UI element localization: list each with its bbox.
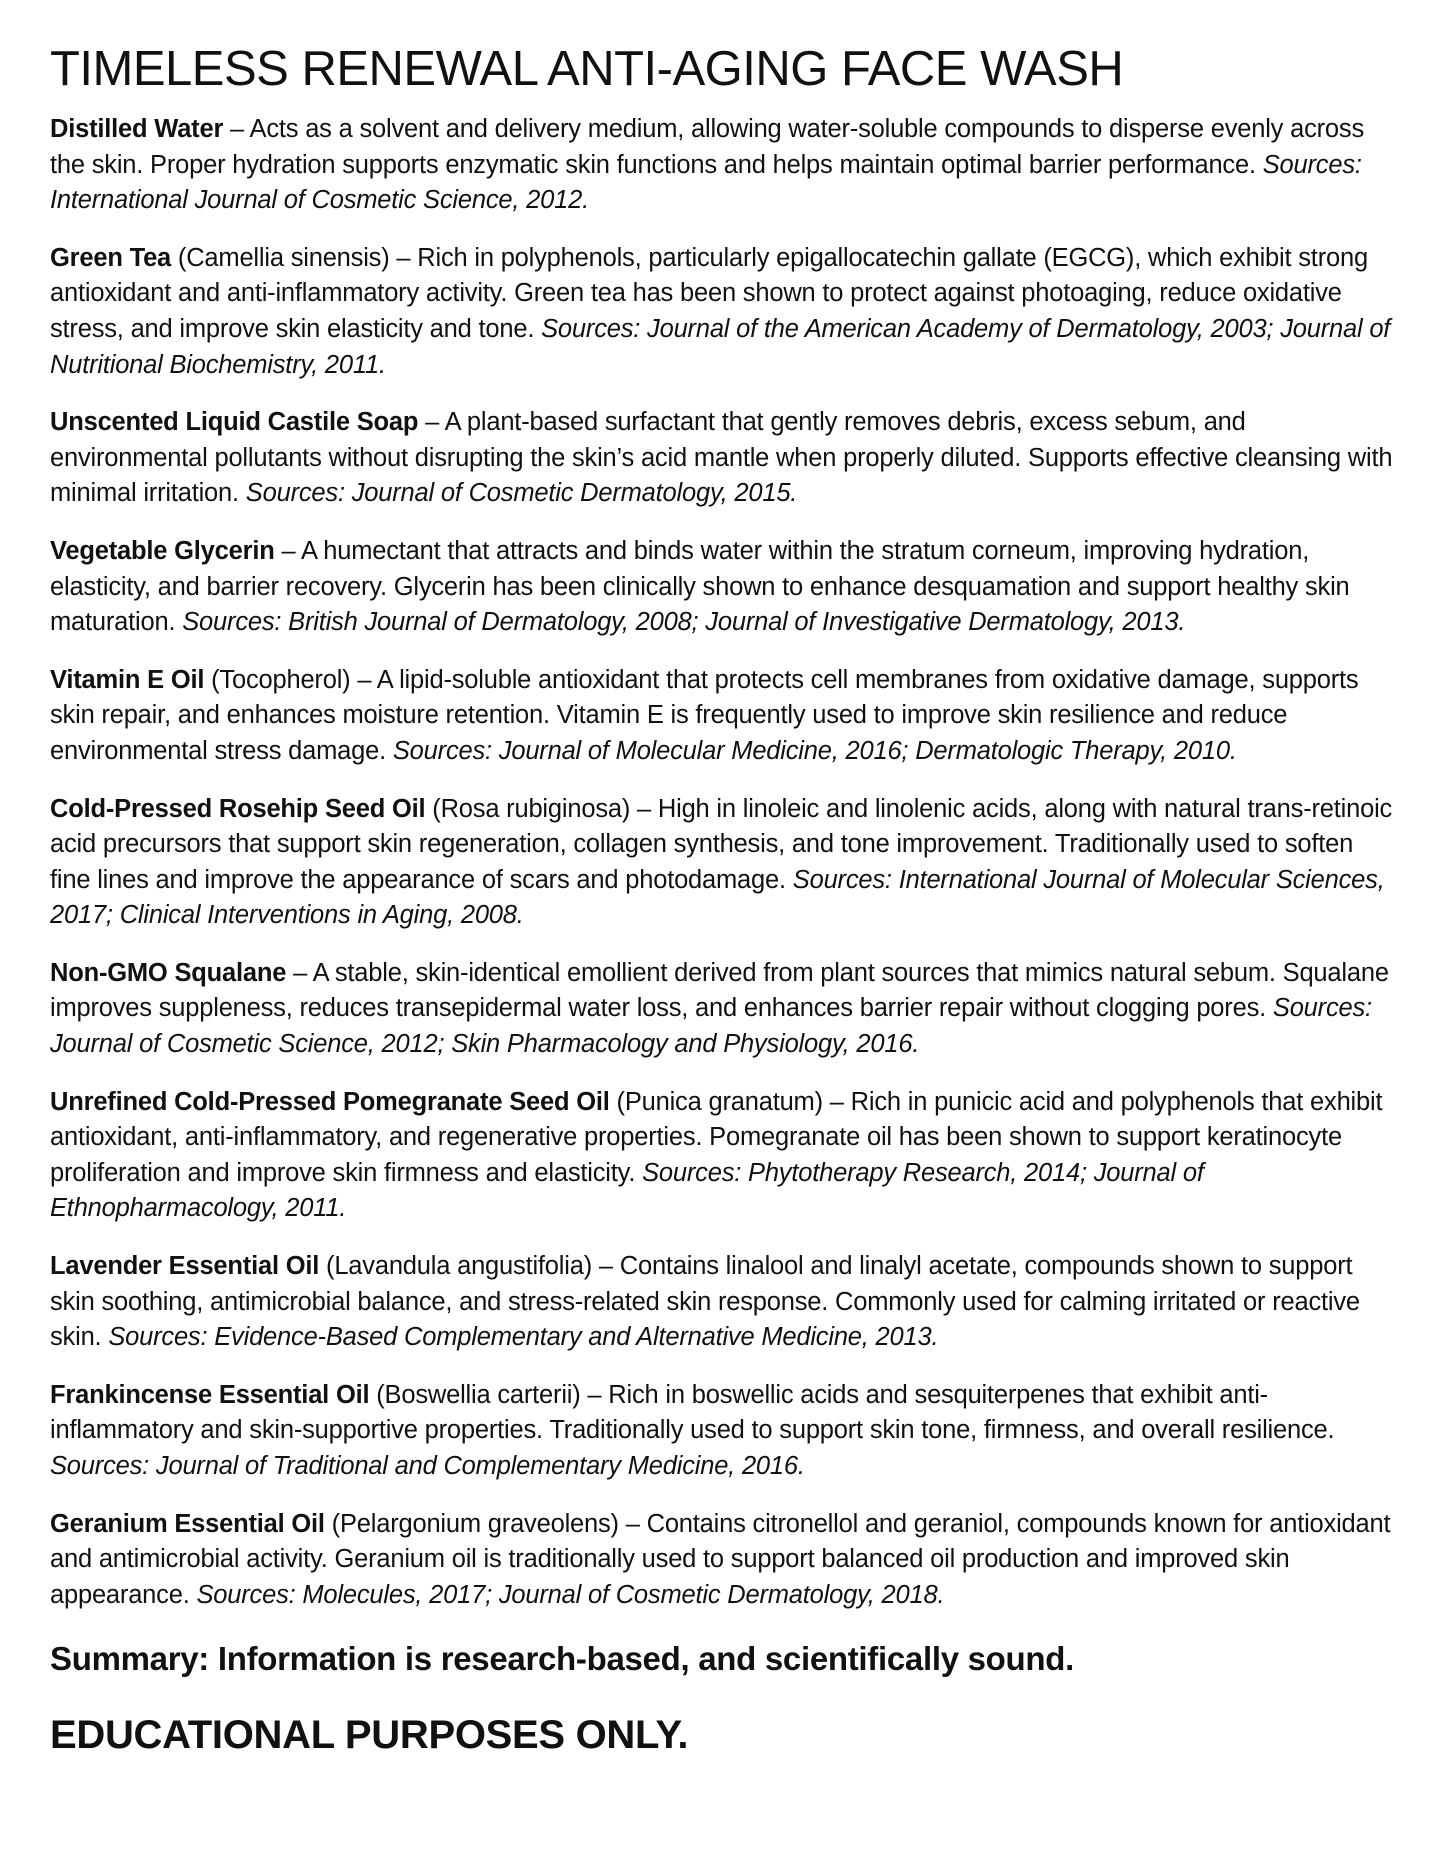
ingredient-castile-soap [50,405,1395,512]
ingredient-latin-name: (Pelargonium graveolens) [324,1509,619,1538]
ingredient-name: Frankincense Essential Oil [50,1380,370,1409]
ingredient-rosehip-seed-oil [50,792,1395,934]
ingredient-geranium-oil [50,1507,1395,1614]
ingredient-latin-name: (Rosa rubiginosa) [425,794,631,823]
ingredient-name: Unrefined Cold-Pressed Pomegranate Seed Oil [50,1087,610,1116]
ingredient-frankincense-oil [50,1378,1395,1485]
ingredient-name: Vegetable Glycerin [50,536,275,565]
ingredient-description: – High in linoleic and linolenic acids, along with natural trans-retinoic acid precursors that support skin regeneration, collagen synthesis, and tone improvement. Traditionally used to soften fine lines and improve the appearance of scars and photodamage. [50,794,1393,894]
ingredient-green-tea [50,241,1395,383]
ingredient-sources: Sources: Journal of the American Academy of Dermatology, 2003; Journal of Nutritional Biochemistry, 2011. [50,314,1391,379]
ingredient-name: Geranium Essential Oil [50,1509,325,1538]
ingredient-lavender-oil [50,1249,1395,1356]
ingredient-description: – Contains linalool and linalyl acetate, compounds shown to support skin soothing, antimicrobial balance, and stress-related skin response. Commonly used for calming irritated or reactive skin. [50,1252,1360,1352]
ingredient-sources: Sources: Journal of Traditional and Complementary Medicine, 2016. [50,1452,805,1480]
ingredient-sources: Sources: Journal of Cosmetic Dermatology, 2015. [245,479,798,508]
page-title: TIMELESS RENEWAL ANTI-AGING FACE WASH [50,42,1124,96]
ingredient-name: Non-GMO Squalane [50,958,287,987]
ingredient-name: Cold-Pressed Rosehip Seed Oil [50,794,426,823]
ingredient-description: – A lipid-soluble antioxidant that protects cell membranes from oxidative damage, supports skin repair, and enhances moisture retention. Vitamin E is frequently used to improve skin resilience and reduce environmental stress damage. [50,665,1359,765]
ingredient-sources: Sources: British Journal of Dermatology, 2008; Journal of Investigative Dermatology, 2013. [182,608,1186,637]
ingredient-latin-name: (Camellia sinensis) [171,243,390,272]
ingredient-distilled-water [50,112,1395,219]
ingredient-description: – Rich in boswellic acids and sesquiterpenes that exhibit anti-inflammatory and skin-supportive properties. Traditionally used to support skin tone, firmness, and overall resilience. [50,1380,1335,1445]
educational-disclaimer: EDUCATIONAL PURPOSES ONLY. [50,1713,689,1758]
ingredient-sources: Sources: International Journal of Molecular Sciences, 2017; Clinical Interventions in Aging, 2008. [50,865,1385,930]
ingredient-vitamin-e-oil [50,663,1395,770]
ingredient-latin-name: (Punica granatum) [609,1087,823,1116]
ingredient-latin-name: (Tocopherol) [204,665,351,694]
ingredient-description: – Rich in punicic acid and polyphenols that exhibit antioxidant, anti-inflammatory, and regenerative properties. Pomegranate oil has been shown to support keratinocyte proliferation and improve skin firmness and elasticity. [50,1087,1383,1187]
ingredient-description: – A stable, skin-identical emollient derived from plant sources that mimics natural sebum. Squalane improves suppleness, reduces transepidermal water loss, and enhances barrier repair without clogging pores. [50,958,1389,1023]
ingredient-vegetable-glycerin [50,534,1395,641]
ingredient-sources: Sources: Phytotherapy Research, 2014; Journal of Ethnopharmacology, 2011. [50,1158,1204,1223]
ingredient-sources: Sources: Journal of Cosmetic Science, 2012; Skin Pharmacology and Physiology, 2016. [50,994,1372,1059]
ingredient-latin-name: (Lavandula angustifolia) [319,1252,592,1281]
ingredient-description: – Acts as a solvent and delivery medium, allowing water-soluble compounds to disperse evenly across the skin. Proper hydration supports enzymatic skin functions and helps maintain optimal barrier performance. [50,115,1365,179]
ingredient-sources: Sources: Journal of Molecular Medicine, 2016; Dermatologic Therapy, 2010. [392,736,1237,765]
ingredient-pomegranate-seed-oil [50,1085,1395,1227]
ingredient-name: Vitamin E Oil [50,665,205,694]
ingredient-sources: Sources: Molecules, 2017; Journal of Cosmetic Dermatology, 2018. [196,1580,945,1609]
ingredient-sources: Sources: Evidence-Based Complementary and Alternative Medicine, 2013. [108,1323,939,1352]
ingredient-squalane [50,956,1395,1063]
ingredient-name: Green Tea [50,243,172,272]
ingredient-name: Unscented Liquid Castile Soap [50,408,419,437]
ingredient-name: Lavender Essential Oil [50,1252,320,1281]
ingredient-description: – Rich in polyphenols, particularly epigallocatechin gallate (EGCG), which exhibit strong antioxidant and anti-inflammatory activity. Green tea has been shown to protect against photoaging, reduce oxidative stress, and improve skin elasticity and tone. [50,243,1368,343]
ingredient-description: – A humectant that attracts and binds water within the stratum corneum, improving hydration, elasticity, and barrier recovery. Glycerin has been clinically shown to enhance desquamation and support healthy skin maturation. [50,536,1350,637]
ingredient-sources: Sources: International Journal of Cosmetic Science, 2012. [50,150,1362,215]
summary-statement: Summary: Information is research-based, and scientifically sound. [50,1640,1074,1678]
ingredient-name: Distilled Water [50,115,224,143]
ingredient-description: – Contains citronellol and geraniol, compounds known for antioxidant and antimicrobial activity. Geranium oil is traditionally used to support balanced oil production and improved skin appearance. [50,1509,1391,1609]
ingredient-latin-name: (Boswellia carterii) [369,1380,581,1409]
ingredient-description: – A plant-based surfactant that gently removes debris, excess sebum, and environmental pollutants without disrupting the skin’s acid mantle when properly diluted. Supports effective cleansing with minimal irritation. [50,408,1393,508]
